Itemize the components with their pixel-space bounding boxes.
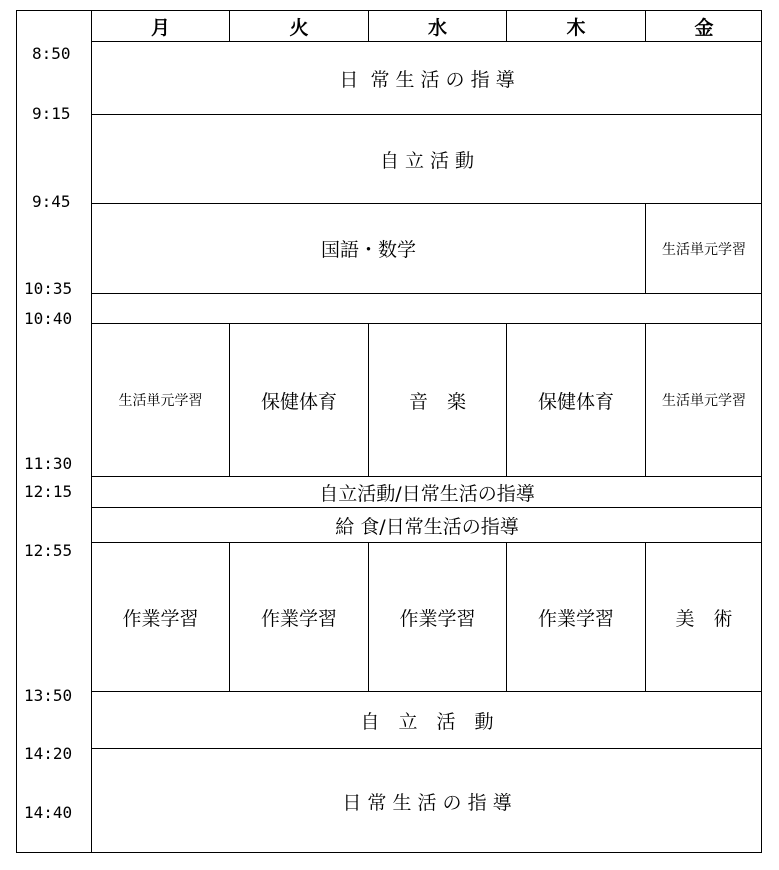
day-header-tue: 火 [289,16,309,39]
independent-guidance-block: 自立活動/日常生活の指導 [319,482,535,505]
p5-thu: 作業学習 [537,607,614,630]
p5-wed: 作業学習 [399,607,476,630]
independent-activity-block-1: 自 立 活 動 [379,149,475,172]
time-label: 12:55 [24,541,73,560]
p5-mon: 作業学習 [122,607,199,630]
p3-fri: 生活単元学習 [662,393,746,409]
p3-thu: 保健体育 [537,390,614,413]
lunch-block: 給 食/日常生活の指導 [335,515,519,538]
time-label: 12:15 [24,482,73,501]
day-header-fri: 金 [694,16,714,39]
p3-tue: 保健体育 [260,390,337,413]
time-label: 11:30 [24,454,73,473]
p3-mon: 生活単元学習 [118,393,203,409]
time-label: 10:35 [24,279,73,298]
time-label: 13:50 [24,686,73,705]
fri-life-unit-block-1: 生活単元学習 [662,241,746,258]
p5-fri: 美 術 [675,607,733,630]
afternoon-guidance-block: 日 常 生 活 の 指 導 [342,791,512,814]
day-header-mon: 月 [150,16,170,39]
time-label: 9:45 [32,192,71,211]
time-label: 14:40 [24,803,73,822]
timetable [16,10,762,853]
p3-wed: 音 楽 [408,390,466,413]
time-label: 14:20 [24,744,73,763]
day-header-thu: 木 [566,16,586,39]
time-label: 10:40 [24,309,73,328]
morning-guidance-block: 日 常 生 活 の 指 導 [339,68,515,91]
time-label: 9:15 [32,104,71,123]
time-label: 8:50 [32,44,71,63]
row-line [91,293,762,294]
kokugo-math-block: 国語・数学 [320,239,416,261]
independent-activity-block-2: 自 立 活 動 [360,710,494,733]
day-header-wed: 水 [427,16,447,39]
p5-tue: 作業学習 [260,607,337,630]
